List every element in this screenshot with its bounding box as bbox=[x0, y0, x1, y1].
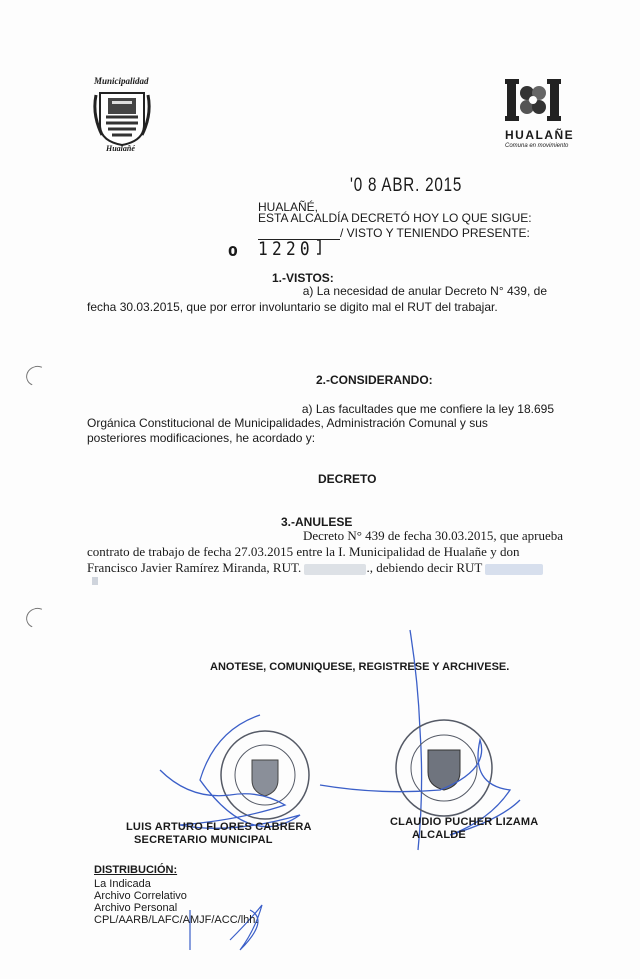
secretary-title: SECRETARIO MUNICIPAL bbox=[134, 834, 273, 846]
distribution-item: CPL/AARB/LAFC/AMJF/ACC/lhh. bbox=[94, 914, 259, 926]
distribution-title: DISTRIBUCIÓN: bbox=[94, 864, 178, 876]
visto-text: VISTO Y TENIENDO PRESENTE: bbox=[346, 226, 530, 240]
distribution-item: La Indicada bbox=[94, 878, 151, 890]
secretary-signature bbox=[160, 715, 300, 828]
mayor-title: ALCALDE bbox=[412, 829, 466, 841]
punch-hole-1 bbox=[23, 363, 51, 389]
municipal-seal-top-text: Municipalidad bbox=[94, 76, 149, 86]
distribution-item: Archivo Correlativo bbox=[94, 890, 187, 902]
anulese-text-2: contrato de trabajo de fecha 27.03.2015 entre la I. Municipalidad de Hualañe y don bbox=[87, 544, 520, 559]
brand-name: HUALAÑE bbox=[505, 128, 575, 142]
mayor-stamp-icon bbox=[396, 720, 492, 816]
distribution-item: Archivo Personal bbox=[94, 902, 178, 914]
number-bracket-mark bbox=[316, 238, 322, 256]
redacted-rut-1 bbox=[304, 564, 366, 575]
hualane-logo-icon bbox=[505, 77, 561, 123]
considerando-text-1: a) Las facultades que me confiere la ley 18.695 bbox=[301, 402, 554, 416]
date-stamp: '0 8 ABR. 2015 bbox=[350, 175, 463, 196]
secretary-name: LUIS ARTURO FLORES CABRERA bbox=[126, 821, 312, 833]
distribution-scribble bbox=[230, 905, 262, 950]
redacted-rut-2 bbox=[485, 564, 543, 575]
anulese-title: 3.-ANULESE bbox=[281, 515, 353, 529]
secretary-stamp-icon bbox=[221, 731, 309, 819]
decree-line: ESTA ALCALDÍA DECRETÓ HOY LO QUE SIGUE: bbox=[258, 211, 532, 225]
anulese-text-3a: Francisco Javier Ramírez Miranda, RUT. bbox=[87, 560, 302, 575]
considerando-text-2: Orgánica Constitucional de Municipalidades, Administración Comunal y sus bbox=[87, 416, 488, 430]
place-line: HUALAÑÉ, bbox=[258, 200, 319, 214]
visto-line: / VISTO Y TENIENDO PRESENTE: bbox=[258, 226, 530, 240]
closing-line: ANOTESE, COMUNIQUESE, REGISTRESE Y ARCHIVESE. bbox=[210, 661, 510, 673]
mayor-name: CLAUDIO PUCHER LIZAMA bbox=[390, 816, 539, 828]
decreto-title: DECRETO bbox=[318, 472, 377, 486]
considerando-title: 2.-CONSIDERANDO: bbox=[316, 373, 433, 387]
vistos-text-1: a) La necesidad de anular Decreto N° 439, de bbox=[302, 284, 547, 298]
anulese-text-1: Decreto N° 439 de fecha 30.03.2015, que aprueba bbox=[302, 528, 563, 543]
anulese-text-3b: ., debiendo decir RUT bbox=[366, 560, 483, 575]
municipal-seal-icon bbox=[90, 85, 154, 147]
brand-tagline: Comuna en movimiento bbox=[505, 143, 569, 149]
municipal-seal-bottom-text: Hualañé bbox=[106, 144, 135, 153]
decree-number: 1220 bbox=[258, 238, 314, 260]
vistos-title: 1.-VISTOS: bbox=[272, 271, 334, 285]
vistos-text-2: fecha 30.03.2015, que por error involuntario se digito mal el RUT del trabajar. bbox=[87, 300, 498, 314]
number-prefix-mark: 𝟬 bbox=[228, 243, 238, 259]
redacted-rut-3 bbox=[92, 577, 98, 585]
considerando-text-3: posteriores modificaciones, he acordado y: bbox=[87, 431, 316, 445]
anulese-text-3 bbox=[87, 560, 563, 575]
